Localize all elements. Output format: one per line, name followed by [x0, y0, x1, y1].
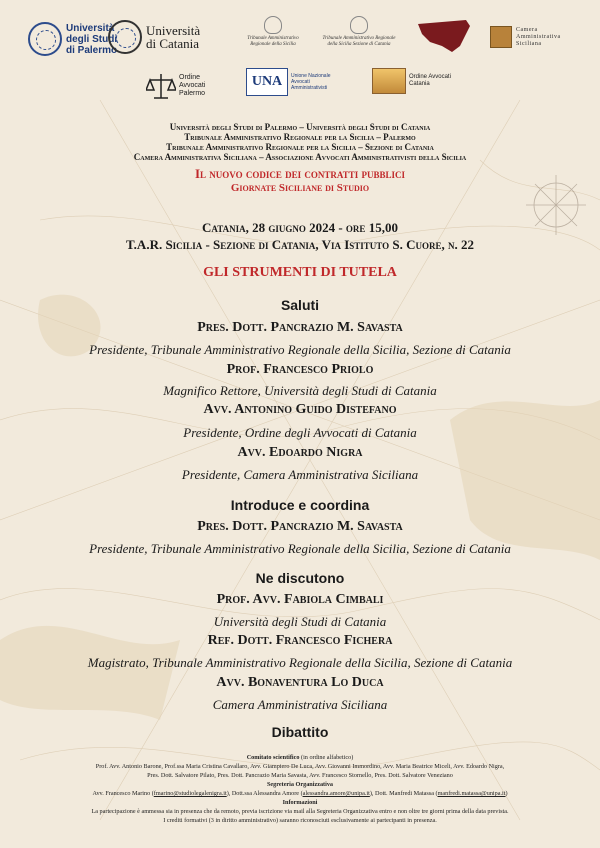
- sicily-map-icon: [416, 16, 472, 56]
- topic-heading: GLI STRUMENTI DI TUTELA: [203, 265, 397, 280]
- italian-emblem-icon: [264, 16, 282, 34]
- speaker-role: Presidente, Camera Amministrativa Siciliana: [181, 467, 419, 482]
- speaker-role: Presidente, Tribunale Amministrativo Regionale della Sicilia, Sezione di Catania: [89, 342, 511, 357]
- segreteria-label: Segreteria Organizzativa: [266, 781, 334, 788]
- speaker-name: Pres. Dott. Pancrazio M. Savasta: [197, 320, 403, 335]
- ordine-palermo-text: Ordine Avvocati Palermo: [179, 74, 206, 97]
- speaker-name: Avv. Edoardo Nigra: [237, 445, 363, 460]
- una-mark: UNA: [246, 68, 288, 96]
- ordine-catania-emblem-icon: [372, 68, 406, 94]
- email-link[interactable]: manfredi.matassa@unipa.it: [437, 790, 506, 797]
- tar-catania-logo: [322, 16, 396, 48]
- speaker-name: Avv. Antonino Guido Distefano: [203, 402, 397, 417]
- info-label: Informazioni: [282, 799, 318, 806]
- segreteria-text: ): [505, 790, 508, 797]
- tar-catania-text: Tribunale Amministrativo Regionale della Sicilia Sezione di Catania: [322, 36, 396, 47]
- palermo-seal-icon: [28, 22, 62, 56]
- speaker-role: Presidente, Tribunale Amministrativo Regionale della Sicilia, Sezione di Catania: [89, 541, 511, 556]
- ordine-catania-text: Ordine Avvocati Catania: [409, 74, 451, 87]
- logo-strip: [0, 8, 600, 108]
- email-link[interactable]: alessandra.amore@unipa.it: [302, 790, 370, 797]
- camera-logo: [490, 26, 576, 48]
- ordine-palermo-logo: [146, 72, 221, 100]
- event-title: Il nuovo codice dei contratti pubblici: [195, 166, 405, 181]
- comitato-label: Comitato scientifico: [246, 754, 300, 761]
- comitato-line-2: Pres. Dott. Salvatore Pilato, Pres. Dott. Pancrazio Maria Savasta, Avv. Francesco Stornello, Pres. Dott. Salvatore Veneziano: [147, 772, 453, 779]
- speaker-name: Pres. Dott. Pancrazio M. Savasta: [197, 519, 403, 534]
- section-saluti: Saluti: [280, 297, 320, 313]
- tar-palermo-text: Tribunale Amministrativo Regionale della Sicilia: [247, 36, 299, 47]
- section-dibattito: Dibattito: [271, 724, 329, 740]
- comitato-heading: [0, 754, 600, 762]
- venue-line: T.A.R. Sicilia - Sezione di Catania, Via Istituto S. Cuore, n. 22: [125, 237, 475, 252]
- sicily-map-logo: [416, 16, 472, 56]
- palermo-logo-text: Università degli Studi di Palermo: [66, 22, 118, 56]
- una-text: Unione Nazionale Avvocati Amministrativisti: [291, 73, 331, 91]
- date-line: Catania, 28 giugno 2024 - ore 15,00: [202, 220, 398, 235]
- info-line-2: I crediti formativi (3 in diritto amministrativo) saranno riconosciuti esclusivamente ai partecipanti in presenza.: [163, 817, 437, 824]
- speaker-role: Presidente, Ordine degli Avvocati di Catania: [183, 425, 417, 440]
- event-subtitle: Giornate Siciliane di Studio: [230, 182, 370, 194]
- organizer-line-1: Università degli Studi di Palermo – Università degli Studi di Catania: [169, 122, 431, 132]
- italian-emblem-icon: [350, 16, 368, 34]
- catania-logo-line2: di Catania: [146, 36, 200, 51]
- speaker-role: Camera Amministrativa Siciliana: [212, 697, 388, 712]
- segreteria-text: Avv. Francesco Marino (: [92, 790, 154, 797]
- scales-icon: [146, 72, 176, 100]
- speaker-name: Prof. Avv. Fabiola Cimbali: [216, 592, 384, 607]
- segreteria-text: ), Dott. Manfredi Matassa (: [369, 790, 438, 797]
- catania-seal-icon: [108, 20, 142, 54]
- speaker-role: Magistrato, Tribunale Amministrativo Regionale della Sicilia, Sezione di Catania: [87, 655, 513, 670]
- camera-logo-text: Camera Amministrativa Siciliana: [516, 26, 561, 47]
- speaker-role: Università degli Studi di Catania: [213, 614, 387, 629]
- email-link[interactable]: fmarino@studiolegalenigra.it: [153, 790, 227, 797]
- organizer-line-2: Tribunale Amministrativo Regionale per la Sicilia – Palermo: [184, 132, 416, 142]
- section-introduce: Introduce e coordina: [230, 497, 370, 513]
- info-line-1: La partecipazione è ammessa sia in presenza che da remoto, previa iscrizione via mail alla Segreteria Organizzativa entro e non oltre tre giorni prima della data prevista.: [91, 808, 509, 815]
- catania-logo-line1: Università: [146, 23, 201, 38]
- section-discutono: Ne discutono: [255, 570, 345, 586]
- segreteria-line: [0, 790, 600, 798]
- speaker-name: Ref. Dott. Francesco Fichera: [207, 633, 393, 648]
- catania-logo: [108, 20, 200, 54]
- organizer-line-3: Tribunale Amministrativo Regionale per la Sicilia – Sezione di Catania: [166, 142, 434, 152]
- organizer-line-4: Camera Amministrativa Siciliana – Associazione Avvocati Amministrativisti della Sicilia: [133, 152, 467, 162]
- una-logo: [246, 68, 331, 96]
- speaker-role: Magnifico Rettore, Università degli Studi di Catania: [163, 383, 437, 398]
- speaker-name: Prof. Francesco Priolo: [226, 362, 374, 377]
- tar-palermo-logo: [242, 16, 304, 48]
- ordine-catania-logo: [372, 68, 459, 94]
- segreteria-text: ), Dott.ssa Alessandra Amore (: [226, 790, 303, 797]
- speaker-name: Avv. Bonaventura Lo Duca: [216, 675, 384, 690]
- comitato-line-1: Prof. Avv. Antonio Barone, Prof.ssa Maria Cristina Cavallaro, Avv. Giampiero De Luca, Avv. Giovanni Immordino, Avv. Maria Beatrice Miceli, Avv. Edoardo Nigra,: [95, 763, 505, 770]
- comitato-note: (in ordine alfabetico): [301, 754, 354, 761]
- camera-emblem-icon: [490, 26, 512, 48]
